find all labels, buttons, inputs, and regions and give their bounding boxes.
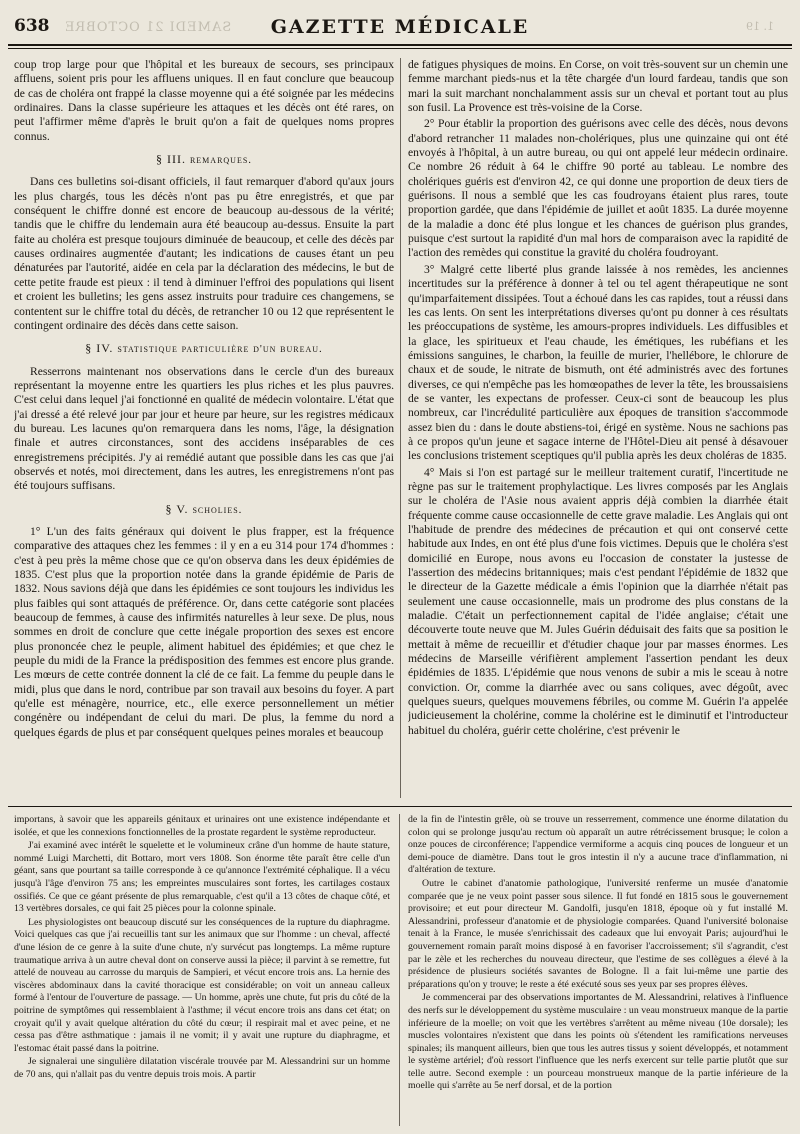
paragraph: 2° Pour établir la proportion des guérisons avec celle des décès, nous devons d'abord retrancher 11 malades non-cholériques, plus une quinzaine qui ont été envoyés à l'hôpital, à un autre bureau, ou qui ont appelé leur médecin ordinaire. Ce nombre 26 réduit à 64 le chiffre 90 porté au tableau. Le nombre des cholériques guéris est d'environ 42, ce qui donne une proportion de deux tiers de guérisons. Il nous a semblé que les cas foudroyans étaient plus rares, toute proportion gardée, que dans l'épidémie de juillet et août 1835. La durée moyenne de la maladie a donc été plus longue et les chances de guérison plus grandes, puisque c'est surtout la rapidité d'un mal hors de comparaison avec la rapidité de l'action des remèdes qui constitue la gravité du choléra foudroyant. — [408, 117, 788, 260]
section-title: remarques. — [189, 154, 253, 167]
paragraph: Les physiologistes ont beaucoup discuté sur les conséquences de la rupture du diaphragme. Voici quelques cas que j'ai recueillis tant sur les animaux que sur l'homme : un cheval, affecté d'une lésion de ce genre à la suite d'une chute, n'y survécut pas longtemps. La même rupture traumatique arriva à un autre cheval dont on conserve aussi la pièce; il parvint à se remettre, fut attelé de nouveau au carrosse du marquis de Sampieri, et vécut encore trois ans. La hernie des viscères abdominaux dans la cavité thoracique est considérable; on voit un anneau calleux formé à l'entour de l'ouverture de passage. — Un homme, après une chute, fut pris du côté de la poitrine de symptômes qui ressemblaient à l'asthme; il vécut encore trois ans dans cet état; on croyait qu'il y avait quelque altération du côté du cœur; il respirait mal et avec peine, et ne cessa pas d'être asthmatique : jamais il ne vomit; il y avait une rupture du diaphragme, et l'estomac était passé dans la poitrine. — [14, 916, 390, 1054]
bleed-through-text: SAMEDI 21 OCTOBRE — [64, 20, 232, 35]
section-title: scholies. — [192, 503, 243, 516]
paragraph: Resserrons maintenant nos observations dans le cercle d'un des bureaux représentant la moyenne entre les quartiers les plus riches et les plus pauvres. C'est celui dans lequel j'ai fonctionné en qualité de médecin volontaire. L'état que j'ai dressé a été relevé jour par jour et heure par heure, sur les registres médicaux du bureau. Les lacunes qu'on remarquera dans les noms, l'âge, la désignation finale et autres circonstances, sont des accidens inséparables de ces enregistremens précipités. J'y ai remédié autant que possible dans les cas que j'ai observés et notés, moi directement, dans les autres, les enregistremens n'ont pas été toujours suffisans. — [14, 364, 394, 493]
main-column-right — [408, 58, 788, 798]
page-header — [8, 10, 792, 44]
feuilleton-rule — [8, 806, 792, 807]
main-column-left — [14, 58, 394, 798]
paragraph: Je commencerai par des observations importantes de M. Alessandrini, relatives à l'influence des nerfs sur le développement du système musculaire : un veau monstrueux manque de la partie inférieure de la moelle; on voit que les vertèbres s'arrêtent au même niveau (10e dorsale); les muscles volontaires n'existent que dans les points où s'étendent les ramifications nerveuses spinales; ils manquent ailleurs, bien que tous les autres tissus y soient développés, et notamment le système artériel; d'où ressort l'influence que les nerfs exercent sur telle partie plutôt que sur telle autre. Second exemple : un pourceau monstrueux manque de la partie inférieure de la moelle qui s'arrête au 5e nerf dorsal, et de la portion — [408, 992, 788, 1092]
bleed-through-text-right: 1. 19 — [746, 20, 774, 33]
header-rule-thin — [8, 48, 792, 49]
paragraph: 1° L'un des faits généraux qui doivent le plus frapper, est la fréquence comparative des attaques chez les femmes : il y en a eu 314 pour 174 d'hommes : c'est à peu près la même chose que ce qu'on observa dans les deux épidémies de 1835. C'est plus que la proportion notée dans la grande épidémie de Paris de 1832. Nous savions déjà que dans les épidémies ce sont toujours les individus les plus faibles qui sont attaqués de préférence. Or, dans cette catégorie sont placées beaucoup de femmes, à cause des infirmités naturelles à leur sexe. De plus, nous sommes en droit de conclure que cette inégale proportion des sexes est encore plus prononcée chez le peuple, aliment habituel des épidémies; et que chez le peuple du midi de la France la prédisposition des femmes est encore plus grande. Les mœurs de cette contrée donnent la clé de ce fait. La femme du peuple dans le midi, plus que dans le nord, contribue par son travail aux besoins du foyer. A part qu'elle est ménagère, nourrice, etc., elle exerce personnellement un métier congénère ou indépendant de celui du mari. De plus, la femme du nord a quelques égards de plus et par conséquent quelques peines morales et beaucoup — [14, 524, 394, 739]
section-title: statistique particulière d'un bureau. — [117, 343, 323, 356]
column-divider — [400, 58, 401, 798]
section-heading — [14, 341, 394, 356]
section-number: § V. — [165, 501, 189, 516]
paragraph: de la fin de l'intestin grêle, où se trouve un resserrement, commence une énorme dilatation du colon qui se prolonge jusqu'au rectum où apparaît un autre rétrécissement brusque; le colon a onze pouces de circonférence; l'appendice vermiforme a acquis cinq pouces de longueur et un demi-pouce de diamètre. Dans tout le gros intestin il n'y a aucune trace d'inflammation, ni d'altération de texture. — [408, 814, 788, 876]
paragraph: Outre le cabinet d'anatomie pathologique, l'université renferme un musée d'anatomie comparée que je ne veux point passer sous silence. Il fut fondé en 1815 sous le gouvernement provisoire; et eut pour directeur M. Gandolfi, jusqu'en 1818, époque où y fut installé M. Alessandrini, professeur d'anatomie et de physiologie comparées. Quand l'université bolonaise tenait à la France, le musée s'enrichissait des cadeaux que lui envoyait Paris; aujourd'hui le gouvernement romain paraît moins disposé à en favoriser l'accroissement; s'il s'agrandit, c'est par le zèle et les recherches du nouveau directeur, que l'estime de ses collègues a élevé à la présidence de plusieurs sociétés savantes de Bologne. Il a fait lui-même une partie des préparations qu'on y trouve; le reste a été exécuté sous ses yeux par ses propres élèves. — [408, 877, 788, 990]
paragraph: Dans ces bulletins soi-disant officiels, il faut remarquer d'abord qu'aux jours les plus chargés, tous les décès n'ont pas pu être enregistrés, et que par conséquent le chiffre donné est encore de beaucoup au-dessous de la vérité; tandis que le chiffre du lendemain aura été beaucoup au-dessus. Ensuite la part faite au choléra est presque toujours diminuée de beaucoup, et celle des décès par causes ordinaires augmentée d'autant; les indications de causes étant un peu dénaturées par l'autorité, aidée en cela par la déclaration des médecins, le but de cette petite fraude est pieux : il tend à diminuer l'effroi des populations qui lisent et croient les bulletins; les gens assez instruits pour traduire ces changemens, se contentent sur le chiffre total du décès, de retrancher 10 ou 12 que représentent le contingent ordinaire des décès dans cette saison. — [14, 175, 394, 332]
paragraph: coup trop large pour que l'hôpital et les bureaux de secours, ses principaux affluens, soient pris pour les affluens uniques. Il en faut conclure que beaucoup de cas de choléra ont frappé la classe moyenne qui a été soignée par les médecins ordinaires. Dans la classe supérieure les attaques et les décès ont été rares, on peut l'affirmer même d'après le bruit qu'on a fait de quelques noms propres connus. — [14, 58, 394, 143]
paragraph: J'ai examiné avec intérêt le squelette et le volumineux crâne d'un homme de haute stature, nommé Luigi Marchetti, dit Bottaro, mort vers 1808. Son énorme tête paraît être celle d'un géant, sans que pourtant sa taille corresponde à ce qu'annonce l'extrémité céphalique. Il a vécu jusqu'à l'âge d'environ 75 ans; les empreintes musculaires sont fortes, les cartilages costaux ossifiés. Ce que ce géant présente de plus remarquable, c'est qu'il a 13 côtes de chaque côté, et 13 vertèbres dorsales, ce qui fait 25 pièces pour la colonne spinale. — [14, 840, 390, 915]
feuilleton-column-right — [408, 814, 788, 1126]
paragraph: de fatigues physiques de moins. En Corse, on voit très-souvent sur un chemin une femme marchant pieds-nus et la tête chargée d'un lourd fardeau, tandis que son mari la suit marchant nonchalamment assis sur un cheval et portant tout au plus son fusil. La Provence est très-voisine de la Corse. — [408, 58, 788, 115]
paragraph: Je signalerai une singulière dilatation viscérale trouvée par M. Alessandrini sur un homme de 70 ans, qui n'allait pas du ventre depuis trois mois. A partir — [14, 1056, 390, 1080]
section-number: § III. — [155, 152, 186, 167]
section-heading — [14, 502, 394, 517]
feuilleton-divider — [399, 814, 400, 1126]
section-heading — [14, 152, 394, 167]
header-rule — [8, 44, 792, 46]
page-number: 638 — [14, 16, 50, 36]
paragraph: 3° Malgré cette liberté plus grande laissée à nos remèdes, les anciennes incertitudes sur la préférence à donner à tel ou tel agent thérapeutique ne sont qu'imparfaitement dissipées. Tout a échoué dans les cas rapides, tout a réussi dans les cas lents. On sent les interprétations diverses qu'ont pu donner à ces résultats les préoccupations de système, les amours-propres individuels. Les diffusibles et la glace, les spiritueux et l'eau chaude, les émétiques, les rubéfians et les émissions sanguines, le charbon, la feuille de murier, l'hellébore, le chlorure de chaux et de soude, le nitrate de bismuth, ont été administrés avec des fortunes diverses, ce qui n'empêche pas les homœopathes de lever la tête, les broussaisiens de se vanter, les expectans de professer. Ceux-ci sont de beaucoup les plus nombreux, car l'incrédulité particulière aux époques de transition s'accommode assez bien du : dans le doute abstiens-toi, érigé en système. Nous ne sachions pas à ce propos qu'un jeune et sagace interne de l'Hôtel-Dieu ait pensé à désavouer les conclusions tristement sceptiques qu'il publia après les deux choléras de 1835. — [408, 262, 788, 463]
paragraph: 4° Mais si l'on est partagé sur le meilleur traitement curatif, l'incertitude ne règne pas sur le traitement prophylactique. Les livres composés par les Anglais sur le choléra de l'Asie nous avaient appris déjà combien la diarrhée était fréquente comme cause occasionnelle de cette grave maladie. Les Anglais qui ont l'habitude de prendre des médecines de précaution et qui ont conservé cette habitude aux Indes, en ont été plus d'une fois victimes. Depuis que le choléra s'est domicilié en Europe, nous avons eu l'occasion de constater la justesse de l'assertion des médecins britanniques; mais c'est pendant l'épidémie de 1832 que le directeur de la Gazette médicale a émis l'opinion que la diarrhée n'était pas seulement une cause occasionnelle, mais un prodrome des plus constans de la maladie. C'était un perfectionnement capital de l'idée anglaise; c'était une découverte toute neuve que M. Jules Guérin déduisait des faits que sa position le mettait à même de recueillir et d'étudier chaque jour par masses énormes. Les médecins de Marseille vérifièrent amplement l'assertion pendant les deux épidémies de 1835. L'épidémie que nous venons de subir a mis le sceau à notre conviction. Or, comme la diarrhée avec ou sans coliques, avec dégoût, avec quelques sueurs, quelques mouvemens fébriles, ou comme M. Guérin l'a appelée judicieusement la cholérine, comme la cholérine est le diminutif et l'introducteur habituel du choléra, guérir cette cholérine, c'est prévenir le — [408, 465, 788, 737]
section-number: § IV. — [85, 341, 114, 356]
journal-title: GAZETTE MÉDICALE — [270, 16, 530, 38]
paragraph: importans, à savoir que les appareils génitaux et urinaires ont une existence indépendante et isolée, et que les connexions fonctionnelles de la prostate regardent le système reproducteur. — [14, 814, 390, 838]
feuilleton-column-left — [14, 814, 390, 1126]
